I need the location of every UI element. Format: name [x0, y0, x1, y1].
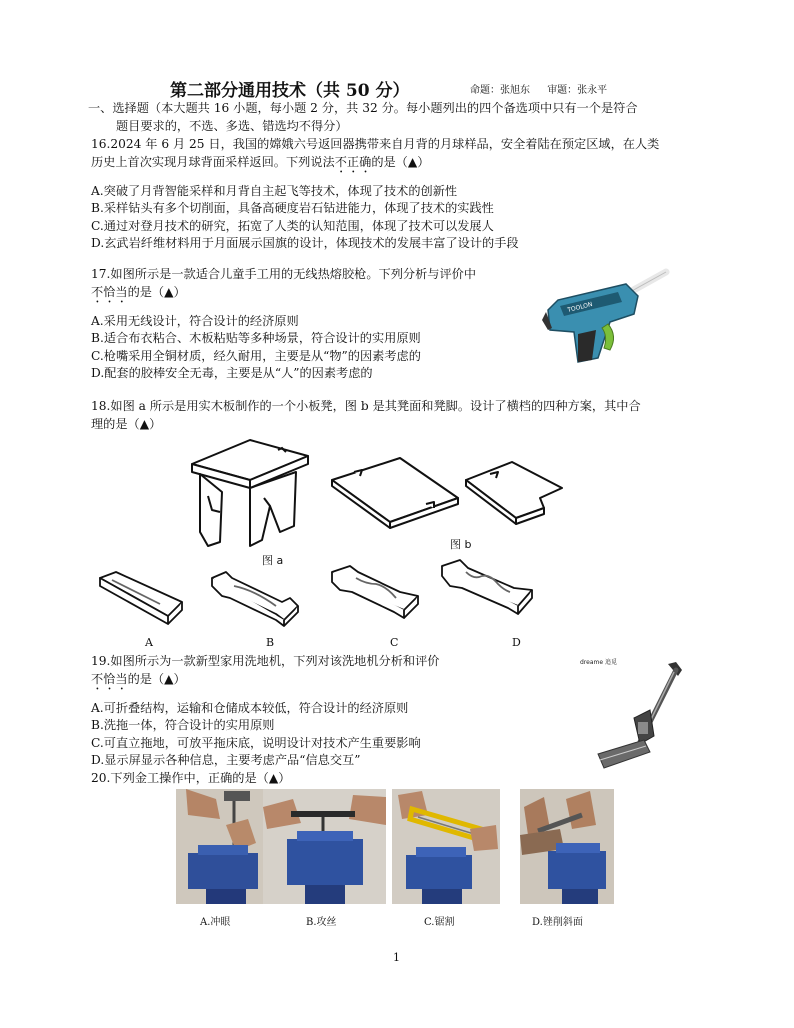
seat-and-leg-figure-b	[330, 452, 570, 532]
author-credit: 命题：张旭东	[470, 85, 530, 96]
question-16	[91, 136, 711, 253]
page-title: 第二部分通用技术（共 50 分）	[170, 81, 410, 101]
glue-gun-brand: TOOLON	[566, 300, 594, 314]
question-17	[91, 266, 531, 383]
section-line-2: 题目要求的，不选、多选、错选均不得分）	[116, 118, 348, 133]
crossbar-label-b: B	[266, 636, 275, 649]
q17-stem-line-1: 17.如图所示是一款适合儿童手工用的无线热熔胶枪。下列分析与评价中	[91, 267, 477, 281]
photo-tapping	[263, 789, 386, 904]
page-number: 1	[393, 951, 400, 964]
crossbar-option-a	[98, 566, 186, 630]
q16-stem-line-1: 16.2024 年 6 月 25 日，我国的嫦娥六号返回器携带来自月背的月球样品，安全着陆在预定区域，在人类	[91, 137, 660, 151]
q19-option-b: B.洗拖一体，符合设计的实用原则	[91, 718, 275, 732]
figure-a-caption: 图 a	[262, 554, 284, 567]
crossbar-option-d	[440, 556, 536, 620]
section-instructions	[88, 100, 711, 135]
q17-option-d: D.配套的胶棒安全无毒，主要是从“人”的因素考虑的	[91, 366, 373, 380]
q17-option-c: C.枪嘴采用全铜材质，经久耐用，主要是从“物”的因素考虑的	[91, 348, 421, 363]
q16-option-d: D.玄武岩纤维材料用于月面展示国旗的设计，体现技术的发展丰富了设计的手段	[91, 236, 519, 250]
q17-option-b: B.适合布衣粘合、木板粘贴等多种场景，符合设计的实用原则	[91, 331, 421, 345]
photo-center-punching	[176, 789, 271, 904]
crossbar-label-c: C	[390, 636, 399, 649]
crossbar-label-d: D	[512, 636, 521, 649]
q19-option-a: A.可折叠结构，运输和仓储成本较低，符合设计的经济原则	[91, 700, 409, 715]
q20-caption-d: D.锉削斜面	[532, 917, 583, 928]
stool-figure-a	[186, 436, 312, 552]
q19-option-d: D.显示屏显示各种信息，主要考虑产品“信息交互”	[91, 753, 361, 767]
q16-emphasis: 不正确	[334, 154, 372, 169]
q17-emphasis: 不恰当	[91, 284, 128, 299]
q19-option-c: C.可直立拖地，可放平拖床底，说明设计对技术产生重要影响	[91, 735, 421, 750]
q19-stem-line-2: 不恰当的是（▲）	[91, 671, 186, 686]
section-line-1: 一、选择题（本大题共 16 小题，每小题 2 分，共 32 分。每小题列出的四个备选项中只有一个是符合	[88, 101, 638, 115]
q17-stem-line-2: 不恰当的是（▲）	[91, 284, 186, 299]
question-19	[91, 653, 531, 787]
q20-caption-b: B.攻丝	[306, 917, 337, 928]
figure-b-caption: 图 b	[450, 538, 472, 551]
glue-gun-image	[538, 262, 678, 372]
q16-option-a: A.突破了月背智能采样和月背自主起飞等技术，体现了技术的创新性	[91, 183, 458, 198]
photo-filing-bevel	[520, 789, 614, 904]
photo-sawing	[392, 789, 500, 904]
q18-stem-line-2: 理的是（▲）	[91, 416, 162, 431]
q17-option-a: A.采用无线设计，符合设计的经济原则	[91, 313, 299, 328]
crossbar-option-b	[210, 568, 302, 634]
floor-washer-image	[594, 660, 690, 772]
q18-stem-line-1: 18.如图 a 所示是用实木板制作的一个小板凳，图 b 是其凳面和凳脚。设计了横档的四种方案，其中合	[91, 399, 641, 413]
q20-caption-a: A.冲眼	[200, 917, 231, 928]
q16-option-c: C.通过对登月技术的研究，拓宽了人类的认知范围，体现了技术可以发展人	[91, 218, 494, 233]
crossbar-label-a: A	[145, 636, 153, 649]
crossbar-option-c	[330, 562, 422, 624]
reviewer-credit: 审题：张永平	[547, 85, 608, 96]
q19-stem-line-1: 19.如图所示为一款新型家用洗地机，下列对该洗地机分析和评价	[91, 654, 440, 668]
q16-option-b: B.采样钻头有多个切削面，具备高硬度岩石钻进能力，体现了技术的实践性	[91, 201, 494, 215]
credits	[470, 81, 621, 96]
q16-stem-line-2: 历史上首次实现月球背面采样返回。下列说法不正确的是（▲）	[91, 154, 430, 169]
q20-caption-c: C.锯割	[424, 917, 455, 928]
q20-stem: 20.下列金工操作中，正确的是（▲）	[91, 770, 291, 785]
floor-washer-brand: dreame 追觅	[580, 659, 617, 666]
question-18	[91, 398, 711, 433]
q19-emphasis: 不恰当	[91, 671, 128, 686]
